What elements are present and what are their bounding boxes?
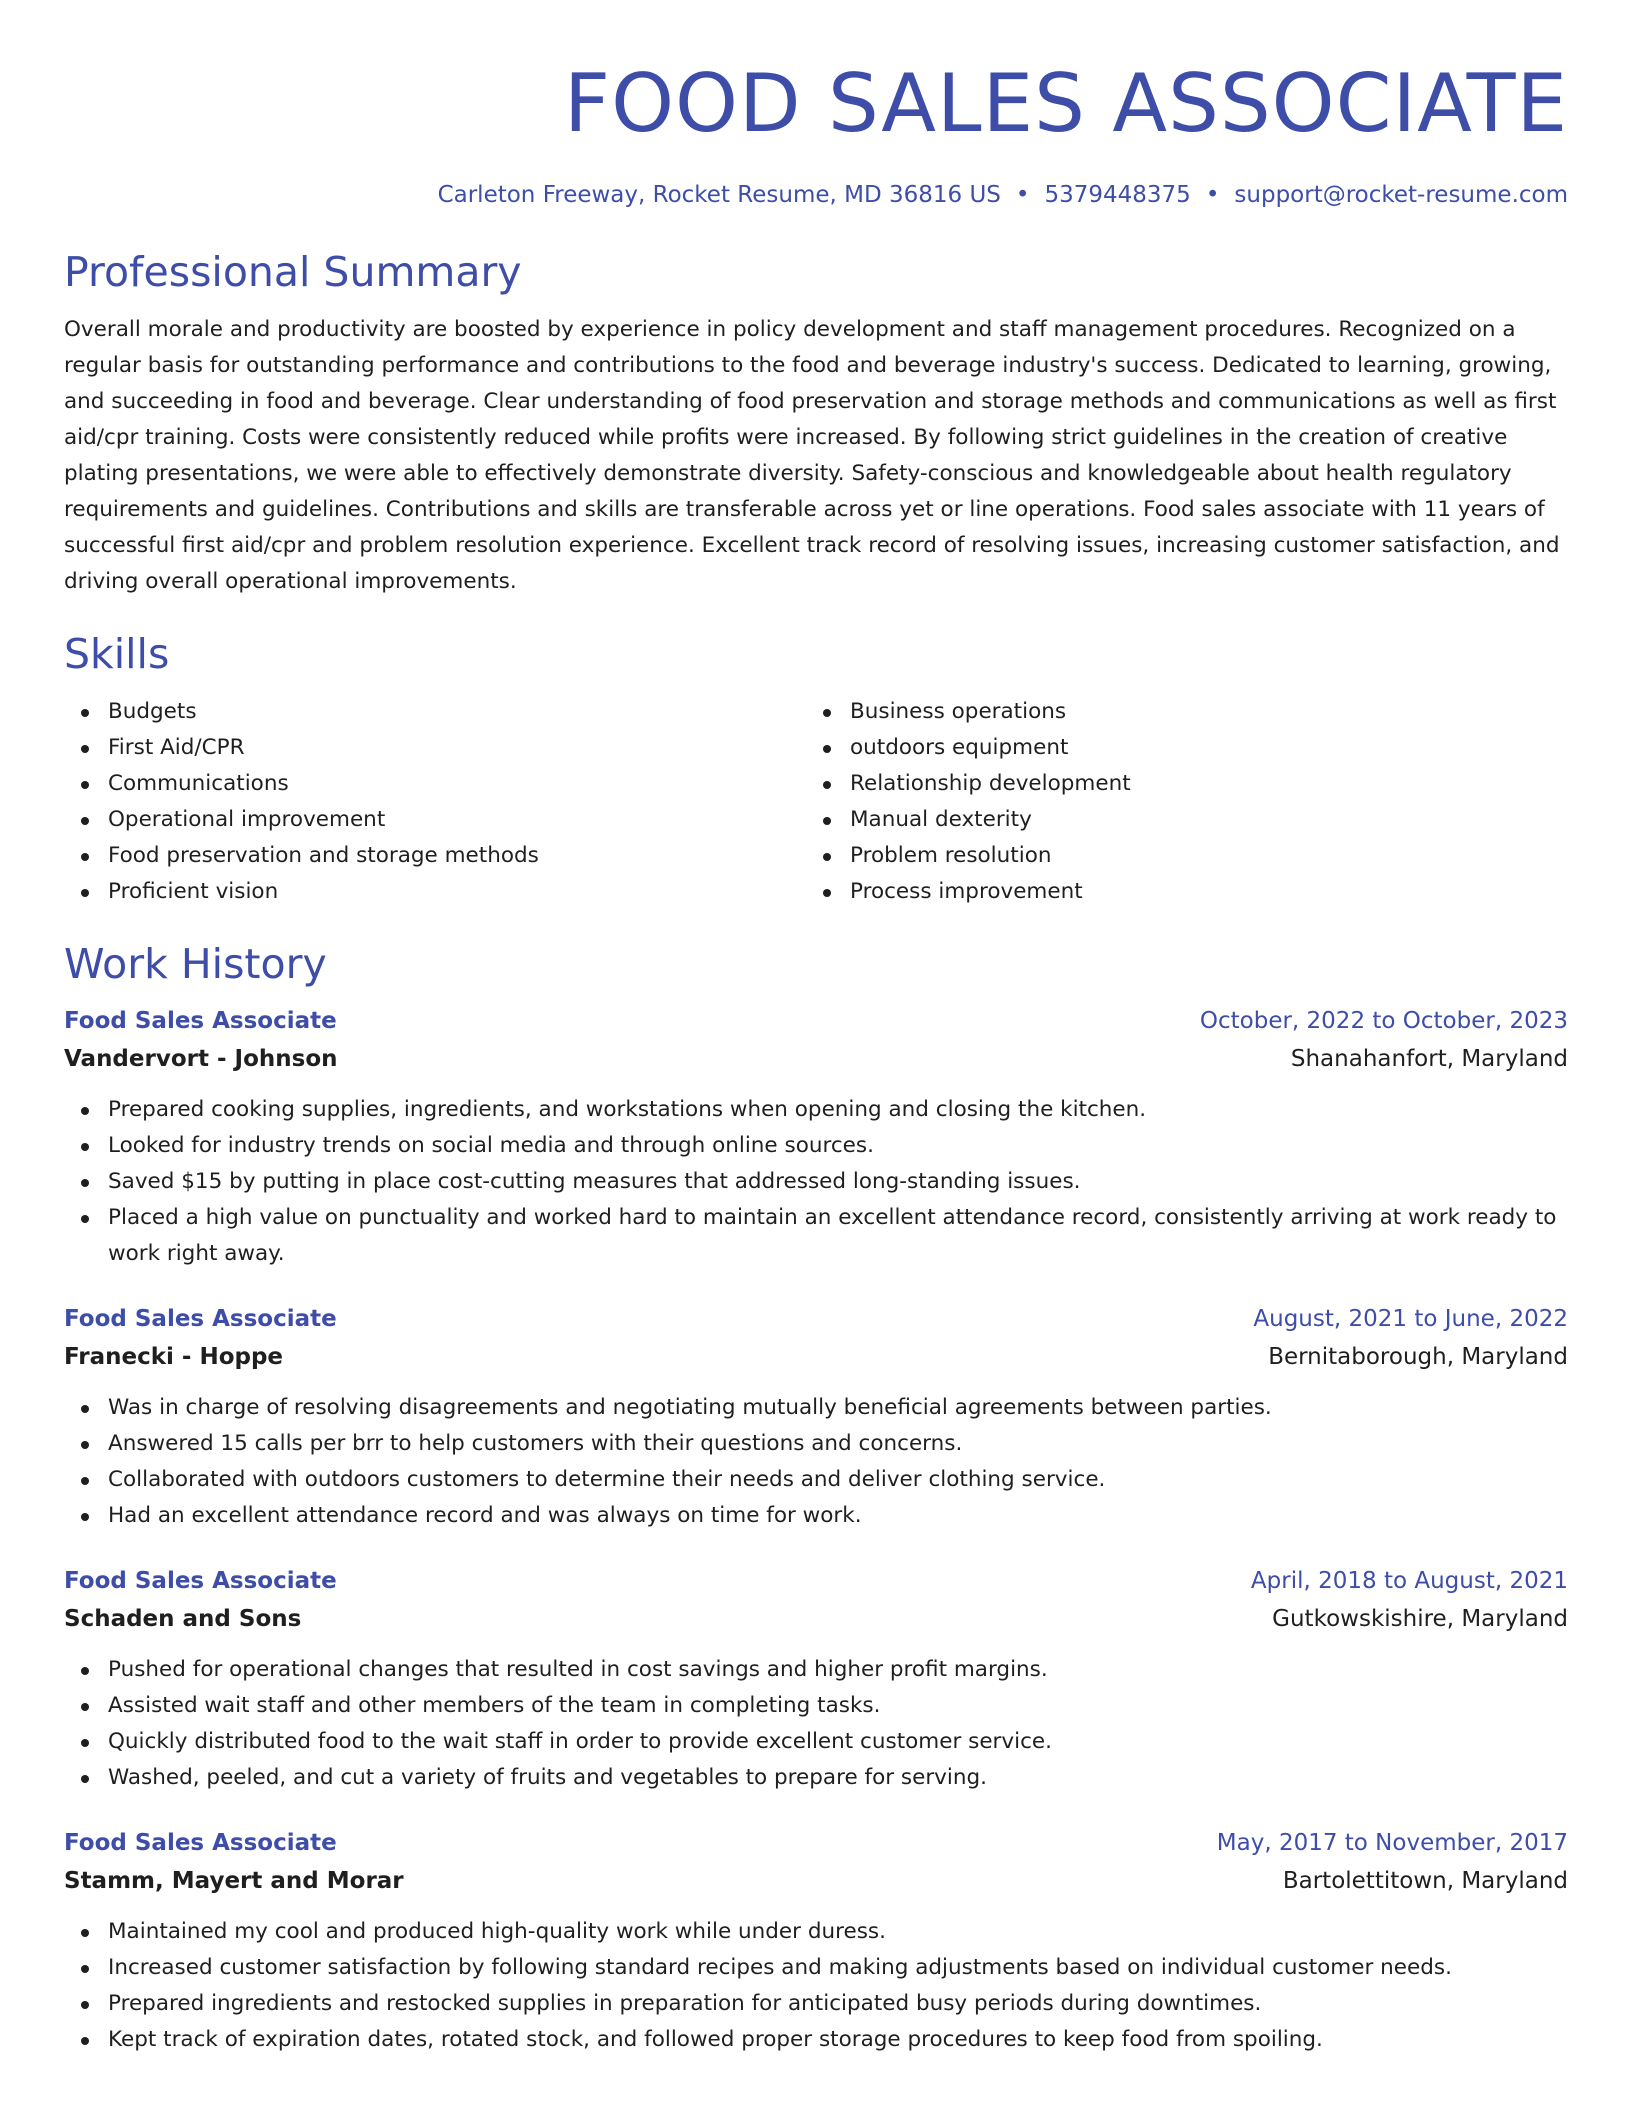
job-duties bbox=[64, 1914, 1568, 2058]
contact-separator: • bbox=[1205, 182, 1220, 208]
job-dates: August, 2021 to June, 2022 bbox=[1253, 1306, 1568, 1332]
job-location: Bartolettitown, Maryland bbox=[1282, 1868, 1568, 1894]
job-dates: October, 2022 to October, 2023 bbox=[1199, 1008, 1568, 1034]
skill-item: Communications bbox=[64, 766, 806, 802]
job-entry bbox=[64, 1002, 1568, 1272]
job-company: Vandervort - Johnson bbox=[64, 1046, 338, 1072]
duty-item: Was in charge of resolving disagreements and negotiating mutually beneficial agreements between parties. bbox=[64, 1390, 1568, 1426]
duty-item: Prepared ingredients and restocked supplies in preparation for anticipated busy periods during downtimes. bbox=[64, 1986, 1568, 2022]
duty-item: Had an excellent attendance record and was always on time for work. bbox=[64, 1498, 1568, 1534]
skill-item: Process improvement bbox=[806, 874, 1548, 910]
skill-item: Manual dexterity bbox=[806, 802, 1548, 838]
job-duties bbox=[64, 1652, 1568, 1796]
skill-item: Budgets bbox=[64, 694, 806, 730]
duty-item: Placed a high value on punctuality and worked hard to maintain an excellent attendance record, consistently arriving at work ready to work right away. bbox=[64, 1200, 1568, 1272]
duty-item: Prepared cooking supplies, ingredients, and workstations when opening and closing the kitchen. bbox=[64, 1092, 1568, 1128]
page-title: FOOD SALES ASSOCIATE bbox=[564, 57, 1568, 150]
duty-item: Kept track of expiration dates, rotated stock, and followed proper storage procedures to keep food from spoiling. bbox=[64, 2022, 1568, 2058]
skill-item: Problem resolution bbox=[806, 838, 1548, 874]
skill-item: Operational improvement bbox=[64, 802, 806, 838]
contact-line bbox=[64, 180, 1568, 210]
skill-item: outdoors equipment bbox=[806, 730, 1548, 766]
job-entry bbox=[64, 1824, 1568, 2058]
job-title: Food Sales Associate bbox=[64, 1568, 337, 1594]
duty-item: Maintained my cool and produced high-quality work while under duress. bbox=[64, 1914, 1568, 1950]
duty-item: Pushed for operational changes that resulted in cost savings and higher profit margins. bbox=[64, 1652, 1568, 1688]
job-company: Stamm, Mayert and Morar bbox=[64, 1868, 404, 1894]
skill-item: First Aid/CPR bbox=[64, 730, 806, 766]
job-company: Franecki - Hoppe bbox=[64, 1344, 284, 1370]
work-history-heading: Work History bbox=[64, 940, 327, 988]
duty-item: Saved $15 by putting in place cost-cutting measures that addressed long-standing issues. bbox=[64, 1164, 1568, 1200]
job-entry bbox=[64, 1300, 1568, 1534]
skill-item: Proficient vision bbox=[64, 874, 806, 910]
duty-item: Assisted wait staff and other members of the team in completing tasks. bbox=[64, 1688, 1568, 1724]
resume-page bbox=[64, 0, 1568, 2058]
duty-item: Collaborated with outdoors customers to determine their needs and deliver clothing service. bbox=[64, 1462, 1568, 1498]
job-entry bbox=[64, 1562, 1568, 1796]
job-title: Food Sales Associate bbox=[64, 1306, 337, 1332]
job-duties bbox=[64, 1092, 1568, 1272]
duty-item: Looked for industry trends on social media and through online sources. bbox=[64, 1128, 1568, 1164]
contact-phone: 5379448375 bbox=[1044, 182, 1191, 208]
skill-item: Business operations bbox=[806, 694, 1548, 730]
duty-item: Answered 15 calls per brr to help customers with their questions and concerns. bbox=[64, 1426, 1568, 1462]
job-title: Food Sales Associate bbox=[64, 1830, 337, 1856]
skill-item: Relationship development bbox=[806, 766, 1548, 802]
duty-item: Increased customer satisfaction by following standard recipes and making adjustments based on individual customer needs. bbox=[64, 1950, 1568, 1986]
skill-item: Food preservation and storage methods bbox=[64, 838, 806, 874]
job-location: Gutkowskishire, Maryland bbox=[1272, 1606, 1568, 1632]
job-title: Food Sales Associate bbox=[64, 1008, 337, 1034]
skills-heading: Skills bbox=[64, 630, 170, 678]
job-location: Bernitaborough, Maryland bbox=[1268, 1344, 1568, 1370]
job-location: Shanahanfort, Maryland bbox=[1290, 1046, 1568, 1072]
job-dates: May, 2017 to November, 2017 bbox=[1216, 1830, 1568, 1856]
job-company: Schaden and Sons bbox=[64, 1606, 302, 1632]
skills-list bbox=[64, 694, 1568, 910]
summary-heading: Professional Summary bbox=[64, 248, 522, 296]
summary-text: Overall morale and productivity are boosted by experience in policy development and staff management procedures. Recognized on a regular basis for outstanding performance and contributions to the food and beverage industry's success. Dedicated to learning, growing, and succeeding in food and beverage. Clear understanding of food preservation and storage methods and communications as well as first aid/cpr training. Costs were consistently reduced while profits were increased. By following strict guidelines in the creation of creative plating presentations, we were able to effectively demonstrate diversity. Safety-conscious and knowledgeable about health regulatory requirements and guidelines. Contributions and skills are transferable across yet or line operations. Food sales associate with 11 years of successful first aid/cpr and problem resolution experience. Excellent track record of resolving issues, increasing customer satisfaction, and driving overall operational improvements. bbox=[64, 317, 1560, 594]
job-dates: April, 2018 to August, 2021 bbox=[1250, 1568, 1568, 1594]
duty-item: Washed, peeled, and cut a variety of fruits and vegetables to prepare for serving. bbox=[64, 1760, 1568, 1796]
contact-address: Carleton Freeway, Rocket Resume, MD 36816 US bbox=[437, 182, 1001, 208]
job-duties bbox=[64, 1390, 1568, 1534]
skills-column-left bbox=[64, 694, 806, 910]
skills-column-right bbox=[806, 694, 1548, 910]
duty-item: Quickly distributed food to the wait staff in order to provide excellent customer service. bbox=[64, 1724, 1568, 1760]
contact-email: support@rocket-resume.com bbox=[1234, 182, 1568, 208]
contact-separator: • bbox=[1015, 182, 1030, 208]
